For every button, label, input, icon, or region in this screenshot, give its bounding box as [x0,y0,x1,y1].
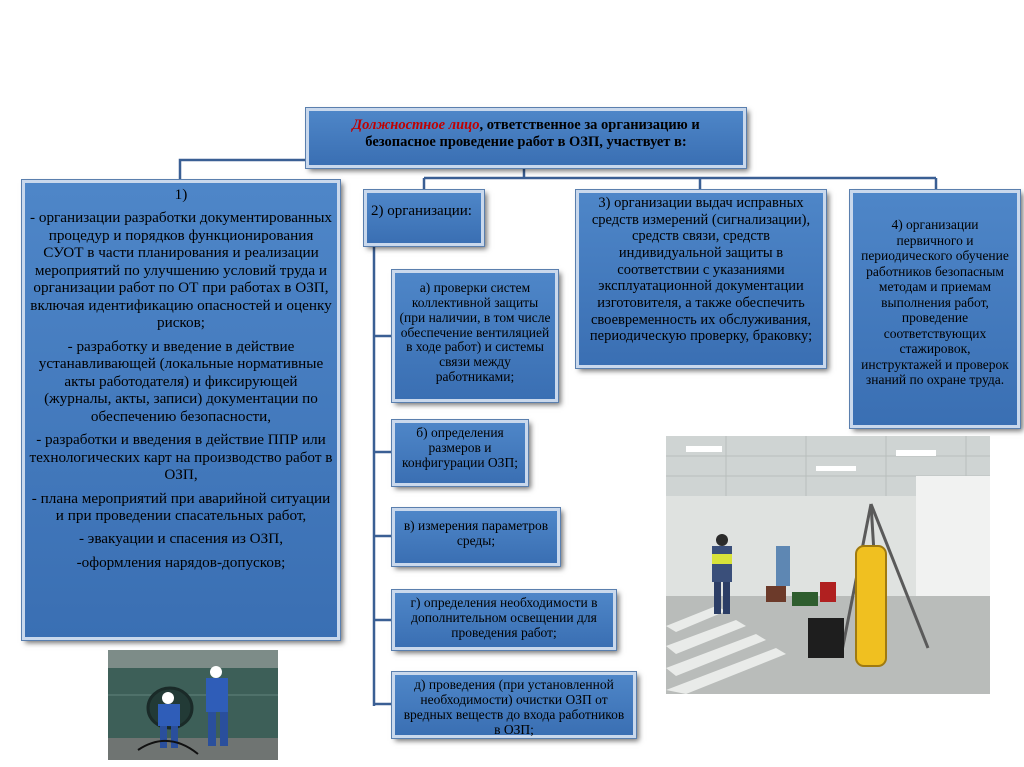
box-1 [22,180,340,640]
root-text: , ответственное за организацию и безопасное проведение работ в ОЗП, участвует в: [365,117,700,150]
tank-workers-illustration [108,650,278,760]
box1-item: - разработки и введения в действие ППР или технологических карт на производство работ в ОЗП, [29,431,333,484]
root-highlight: Должностное лицо [352,117,480,133]
box1-item: - организации разработки документированных процедур и порядков функционирования СУОТ в части планирования и реализации мероприятий по улучшению условий труда и организации работ по ОТ при работах в ОЗП, включая идентификацию опасностей и оценку рисков; [30,209,332,332]
box2-sub-e: д) проведения (при установленной необходимости) очистки ОЗП от вредных веществ до входа работников в ОЗП; [392,672,636,738]
photo-rescue-tripod [666,436,990,694]
box2-sub-c: в) измерения параметров среды; [392,508,560,566]
box-3: 3) организации выдач исправных средств измерений (сигнализации), средств связи, средств индивидуальной защиты в соответствии с указаниями эксплуатационной документации изготовителя, а также обеспечить своевременность их обслуживания, периодическую проверку, браковку; [576,190,826,368]
box1-item: -оформления нарядов-допусков; [76,553,286,571]
rescue-tripod-illustration [666,436,990,694]
box1-number: 1) [174,186,188,203]
box1-item: - плана мероприятий при аварийной ситуации и при проведении спасательных работ, [31,489,331,524]
box-4: 4) организации первичного и периодического обучение работников безопасным методам и приемам выполнения работ, проведение соответствующих стажировок, инструктажей и проверок знаний по охране труда. [850,190,1020,428]
box1-item: - разработку и введение в действие устанавливающей (локальные нормативные акты работодателя) и фиксирующей (журналы, акты, записи) документации по обеспечению безопасности, [38,337,324,425]
box1-item: - эвакуации и спасения из ОЗП, [78,530,284,548]
box2-sub-b: б) определения размеров и конфигурации ОЗП; [392,420,528,486]
photo-tank-workers [108,650,278,760]
box-2 [364,190,484,246]
root-box [306,108,746,168]
box2-label: 2) организации: [371,203,472,219]
box2-sub-d: г) определения необходимости в дополнительном освещении для проведения работ; [392,590,616,650]
box2-sub-a: а) проверки систем коллективной защиты (при наличии, в том числе обеспечение вентиляцией в ходе работ) и системы связи между работниками; [392,270,558,402]
